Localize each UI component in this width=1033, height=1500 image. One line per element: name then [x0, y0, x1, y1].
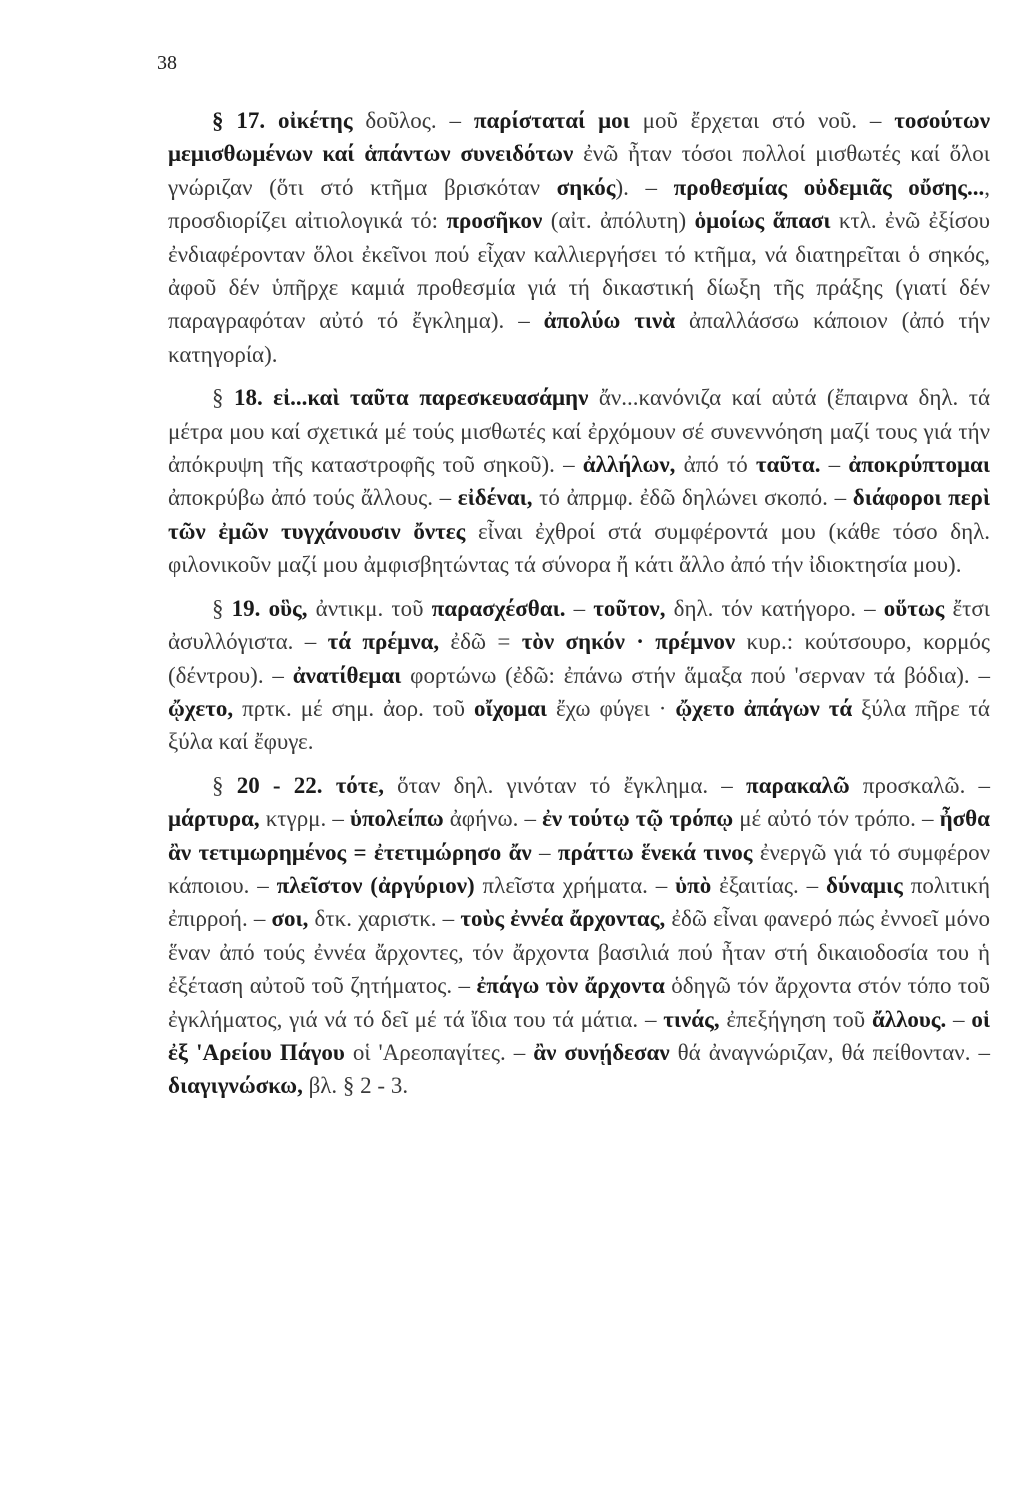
gloss: ἐνῶ ἦταν τόσοι πολλοί μισθωτές καί ὅλοι γνώριζαν (ὅτι στό κτῆμα βρισκόταν: [168, 141, 990, 200]
lemma: οἴχομαι: [473, 695, 548, 721]
lemma: εἰδέναι,: [457, 485, 533, 511]
paragraph: [168, 104, 990, 371]
gloss: –: [565, 595, 594, 621]
lemma: τὸν σηκόν · πρέμνον: [521, 629, 736, 655]
lemma: ταῦτα.: [755, 452, 821, 478]
gloss: (αἰτ. ἀπόλυτη): [542, 208, 695, 234]
lemma: 18. εἰ...καὶ ταῦτα παρεσκευασάμην: [233, 385, 589, 411]
gloss: ἐδῶ εἶναι φανερό πώς ἐννοεῖ μόνο ἕναν ἀπό τούς ἐννέα ἄρχοντες, τόν ἄρχοντα βασιλιά πού ἦταν στή δικαιοδοσία του ἡ ἐξέταση αὐτοῦ τοῦ ζητήματος. –: [168, 906, 991, 999]
lemma: πλεῖστον (ἀργύριον): [276, 872, 475, 898]
paragraph: [168, 592, 990, 759]
lemma: ἀνατίθεμαι: [292, 662, 402, 688]
paragraph: [168, 769, 990, 1103]
lemma: ἐν τούτῳ τῷ τρόπῳ: [542, 806, 734, 832]
gloss: ἔτσι ἀσυλλόγιστα. –: [168, 595, 990, 655]
gloss: δοῦλος. –: [352, 108, 474, 133]
lemma: ὑπὸ: [675, 872, 712, 898]
gloss: ἐδῶ =: [439, 629, 522, 655]
lemma: ᾤχετο ἀπάγων τά: [675, 695, 853, 721]
gloss: §: [212, 772, 237, 798]
gloss: –: [946, 1006, 972, 1032]
lemma: ἀλλήλων,: [582, 452, 676, 478]
lemma: διάφοροι περὶ τῶν ἐμῶν τυγχάνουσιν ὄντες: [168, 485, 990, 544]
lemma: προθεσμίας οὐδεμιᾶς οὔσης...: [673, 174, 985, 200]
lemma: πράττω ἕνεκά τινος: [557, 839, 753, 865]
gloss: ). –: [615, 174, 674, 200]
lemma: τοῦτον,: [593, 595, 666, 621]
gloss: ὁδηγῶ τόν ἄρχοντα στόν τόπο τοῦ ἐγκλήματος, γιά νά τό δεῖ μέ τά ἴδια του τά μάτια. –: [168, 973, 990, 1032]
gloss: ἀπαλλάσσω κάποιον (ἀπό τήν κατηγορία).: [168, 308, 990, 367]
gloss: θά ἀναγνώριζαν, θά πείθονταν. –: [669, 1039, 990, 1065]
lemma: τοσούτων μεμισθωμένων καί ἁπάντων συνειδότων: [168, 108, 990, 167]
lemma: 20 - 22. τότε,: [236, 772, 384, 798]
lemma: σηκός: [556, 174, 616, 200]
lemma: οἱ ἐξ 'Αρείου Πάγου: [168, 1006, 990, 1065]
lemma: διαγιγνώσκω,: [168, 1073, 303, 1099]
gloss: φορτώνω (ἐδῶ: ἐπάνω στήν ἅμαξα πού 'σερναν τά βόδια). –: [401, 662, 990, 688]
gloss: κτλ. ἐνῶ ἐξίσου ἐνδιαφέρονταν ὅλοι ἐκεῖνοι πού εἶχαν καλλιεργήσει τό κτῆμα, νά διατηρεῖται ὁ σηκός, ἀφοῦ δέν ὑπῆρχε καμιά προθεσμία γιά τή δικαστική δίωξη τῆς πράξης (γιατί δέν παραγραφόταν αὐτό τό ἔγκλημα). –: [168, 208, 990, 334]
gloss: κυρ.: κούτσουρο, κορμός (δέντρου). –: [168, 629, 991, 688]
gloss: ὅταν δηλ. γινόταν τό ἔγκλημα. –: [383, 772, 747, 798]
lemma: ἐπάγω τὸν ἄρχοντα: [476, 973, 665, 999]
gloss: ἔχω φύγει ·: [547, 695, 676, 721]
lemma: ἦσθα ἂν τετιμωρημένος = ἐτετιμώρησο ἄν: [168, 806, 990, 865]
gloss: μέ αὐτό τόν τρόπο. –: [733, 806, 940, 832]
gloss: προσκαλῶ. –: [849, 772, 991, 798]
gloss: ἀποκρύβω ἀπό τούς ἄλλους. –: [168, 485, 458, 511]
lemma: παρακαλῶ: [746, 772, 850, 798]
gloss: τό ἀπρμφ. ἐδῶ δηλώνει σκοπό. –: [532, 485, 853, 511]
gloss: ἀπό τό: [675, 452, 756, 478]
gloss: κτγρμ. –: [259, 806, 350, 832]
lemma: § 17. οἰκέτης: [212, 108, 353, 133]
lemma: τινάς,: [663, 1006, 720, 1032]
lemma: τά πρέμνα,: [327, 629, 440, 655]
gloss: –: [820, 452, 849, 478]
lemma: ἄλλους.: [871, 1006, 947, 1032]
gloss: βλ. § 2 - 3.: [302, 1073, 409, 1099]
lemma: ὁμοίως ἅπασι: [694, 208, 831, 234]
gloss: §: [212, 385, 234, 411]
gloss: –: [531, 839, 558, 865]
lemma: τοὺς ἐννέα ἄρχοντας,: [460, 906, 666, 932]
lemma: μάρτυρα,: [168, 806, 260, 832]
gloss: , προσδιορίζει αἰτιολογικά τό:: [168, 174, 990, 234]
gloss: πρτκ. μέ σημ. ἀορ. τοῦ: [233, 695, 474, 721]
lemma: ἀποκρύπτομαι: [848, 452, 991, 478]
lemma: 19. οὓς,: [231, 595, 308, 621]
gloss: ἐπεξήγηση τοῦ: [719, 1006, 872, 1032]
page-number: 38: [157, 52, 177, 74]
gloss: ξύλα πῆρε τά ξύλα καί ἔφυγε.: [168, 695, 990, 755]
gloss: πλεῖστα χρήματα. –: [474, 872, 676, 898]
commentary-text: [168, 104, 990, 1113]
lemma: παρίσταταί μοι: [473, 108, 630, 133]
gloss: ἀφήνω. –: [443, 806, 543, 832]
lemma: σοι,: [271, 906, 309, 932]
gloss: πολιτική ἐπιρροή. –: [168, 872, 990, 932]
gloss: ἐνεργῶ γιά τό συμφέρον κάποιου. –: [168, 839, 990, 898]
lemma: ἂν συνῄδεσαν: [533, 1039, 670, 1065]
gloss: οἱ 'Αρεοπαγίτες. –: [344, 1039, 534, 1065]
lemma: δύναμις: [826, 872, 903, 898]
gloss: δτκ. χαριστκ. –: [308, 906, 461, 932]
lemma: οὕτως: [883, 595, 945, 621]
lemma: ἀπολύω τινὰ: [543, 308, 676, 334]
gloss: §: [212, 595, 232, 621]
gloss: ἀντικμ. τοῦ: [307, 595, 432, 621]
gloss: μοῦ ἔρχεται στό νοῦ. –: [629, 108, 895, 133]
gloss: ἐξαιτίας. –: [711, 872, 826, 898]
gloss: εἶναι ἐχθροί στά συμφέροντά μου (κάθε τόσο δηλ. φιλονικοῦν μαζί μου ἀμφισβητώντας τά σύνορα ἤ κάτι ἄλλο ἀπό τήν ἰδιοκτησία μου).: [168, 518, 991, 578]
lemma: προσῆκον: [446, 208, 543, 234]
lemma: παρασχέσθαι.: [431, 595, 566, 621]
lemma: ὑπολείπω: [349, 806, 444, 832]
lemma: ᾤχετο,: [168, 695, 234, 721]
gloss: δηλ. τόν κατήγορο. –: [665, 595, 884, 621]
paragraph: [168, 381, 990, 581]
gloss: ἄν...κανόνιζα καί αὐτά (ἔπαιρνα δηλ. τά μέτρα μου καί σχετικά μέ τούς μισθωτές καί ἐρχόμουν σέ συνεννόηση μαζί τους γιά τήν ἀπόκρυψη τῆς καταστροφῆς τοῦ σηκοῦ). –: [168, 385, 991, 478]
